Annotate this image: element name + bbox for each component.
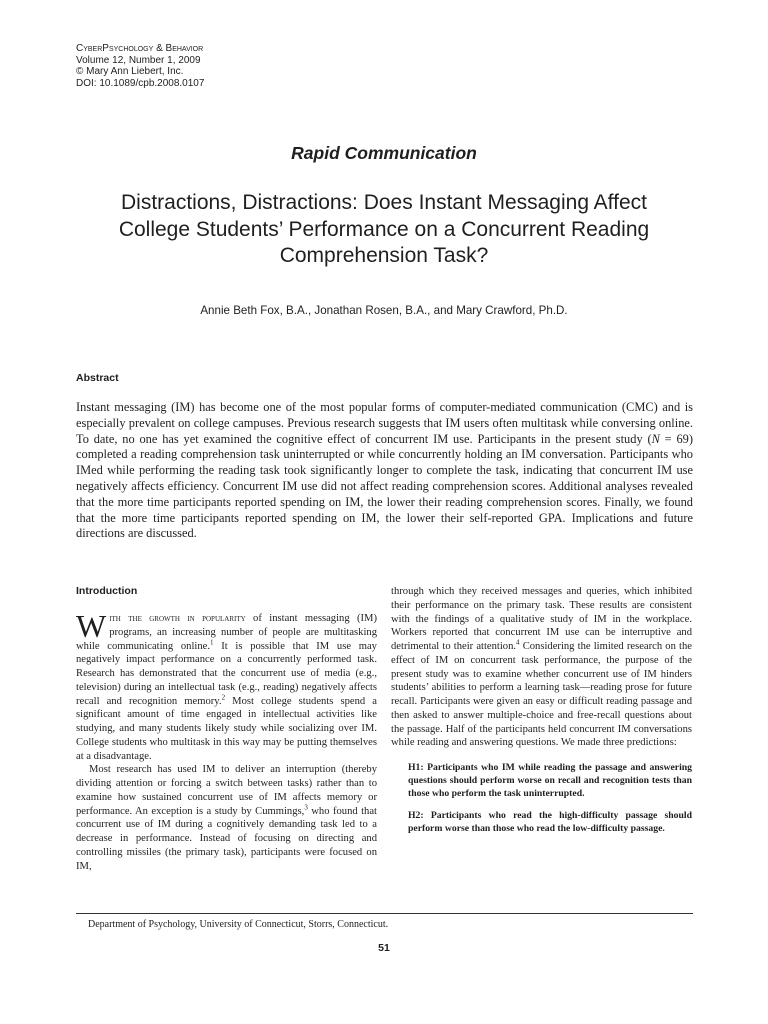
left-column [76, 608, 377, 873]
intro-p2-text-a: Most research has used IM to deliver an interruption (thereby dividing attention or forcing a switch between tasks) rather than to examine how sustained concurrent use of IM affects memory or performance. An exception is a study by Cummings, [76, 764, 377, 817]
page-number: 51 [378, 942, 390, 954]
affiliation-footnote: Department of Psychology, University of Connecticut, Storrs, Connecticut. [88, 919, 389, 930]
abstract-body [76, 400, 693, 542]
journal-doi: DOI: 10.1089/cpb.2008.0107 [76, 77, 205, 89]
intro-p3-text-b: Considering the limited research on the effect of IM on concurrent task performance, the purpose of the present study was to examine whether concurrent use of IM hinders students’ abilities to perform a learning task—reading prose for future recall. Participants were given an easy or difficult reading passage and then asked to answer multiple-choice and free-recall questions about the passage. Half of the participants held concurrent IM conversations while reading and answering questions. We made three predictions: [391, 641, 692, 749]
reference-4: 4 [516, 638, 520, 647]
reference-3: 3 [304, 802, 308, 811]
intro-p3-text-a: through which they received messages and queries, which inhibited their performance on the primary task. These results are consistent with the findings of a qualitative study of IM in the workplace. Workers reported that concurrent IM use can be interruptive and detrimental to their attention. [391, 586, 692, 652]
intro-p1-text-b: It is possible that IM use may negatively impact performance on a concurrently performed task. Research has demonstrated that the concurrent use of media (e.g., television) during an intellectual task (e.g., reading) negatively affects recall and recognition memory. [76, 640, 377, 707]
author-list: Annie Beth Fox, B.A., Jonathan Rosen, B.A., and Mary Crawford, Ph.D. [200, 304, 568, 317]
intro-p2-text-b: who found that concurrent use of IM during a cognitively demanding task led to a decrease in performance. Instead of focusing on directing and controlling missiles (the primary task), participants were focused on IM, [76, 805, 377, 872]
journal-copyright: © Mary Ann Liebert, Inc. [76, 66, 184, 77]
introduction-heading: Introduction [76, 585, 138, 597]
abstract-heading: Abstract [76, 372, 119, 384]
abstract-text-part2: = 69) completed a reading comprehension task uninterrupted or while concurrently holding an IM conversation. Participants who IMed while performing the reading task took significantly longer to complete the task, indicating that concurrent IM use negatively affects efficiency. Concurrent IM use did not affect reading comprehension scores. Additional analyses revealed that the more time participants reported spending on IM, the lower their reading comprehension scores. Finally, we found that the more time participants reported spending on IM, the lower their self-reported GPA. Implications and future directions are discussed. [76, 431, 694, 541]
paper-title: Distractions, Distractions: Does Instant Messaging Affect College Students’ Performance on a Concurrent Reading Comprehension Task? [118, 191, 650, 267]
journal-name: CyberPsychology & Behavior [76, 43, 204, 54]
intro-p1-text-c: Most college students spend a significant amount of time engaged in intellectual activities like studying, and many students likely study while socializing over IM. College students who multitask in this way may be putting themselves at a disadvantage. [76, 695, 377, 762]
intro-paragraph-3 [391, 585, 692, 750]
intro-p1-text-a: of instant messaging (IM) programs, an increasing number of people are multitasking while communicating online. [76, 613, 377, 652]
lead-in-smallcaps: ith the growth in popularity [109, 613, 246, 624]
abstract-text-part1: Instant messaging (IM) has become one of the most popular forms of computer-mediated communication (CMC) and is especially prevalent on college campuses. Previous research suggests that IM users often multitask while conversing online. To date, no one has yet examined the cognitive effect of concurrent IM use. Participants in the present study ( [76, 400, 693, 446]
footnote-divider [76, 913, 693, 914]
journal-header [76, 43, 204, 89]
drop-cap: W [76, 608, 107, 644]
hypothesis-1: H1: Participants who IM while reading the passage and answering questions should perform worse on recall and recognition tests than those who perform the task uninterrupted. [408, 762, 692, 799]
intro-paragraph-1 [76, 608, 377, 763]
reference-2: 2 [221, 692, 226, 701]
intro-paragraph-2 [76, 763, 377, 873]
section-label: Rapid Communication [291, 143, 477, 163]
sample-size-symbol: N [651, 431, 660, 446]
journal-volume: Volume 12, Number 1, 2009 [76, 54, 201, 66]
reference-1: 1 [210, 637, 214, 646]
hypothesis-2: H2: Participants who read the high-difficulty passage should perform worse than those who read the low-difficulty passage. [408, 810, 692, 835]
right-column [391, 585, 692, 836]
